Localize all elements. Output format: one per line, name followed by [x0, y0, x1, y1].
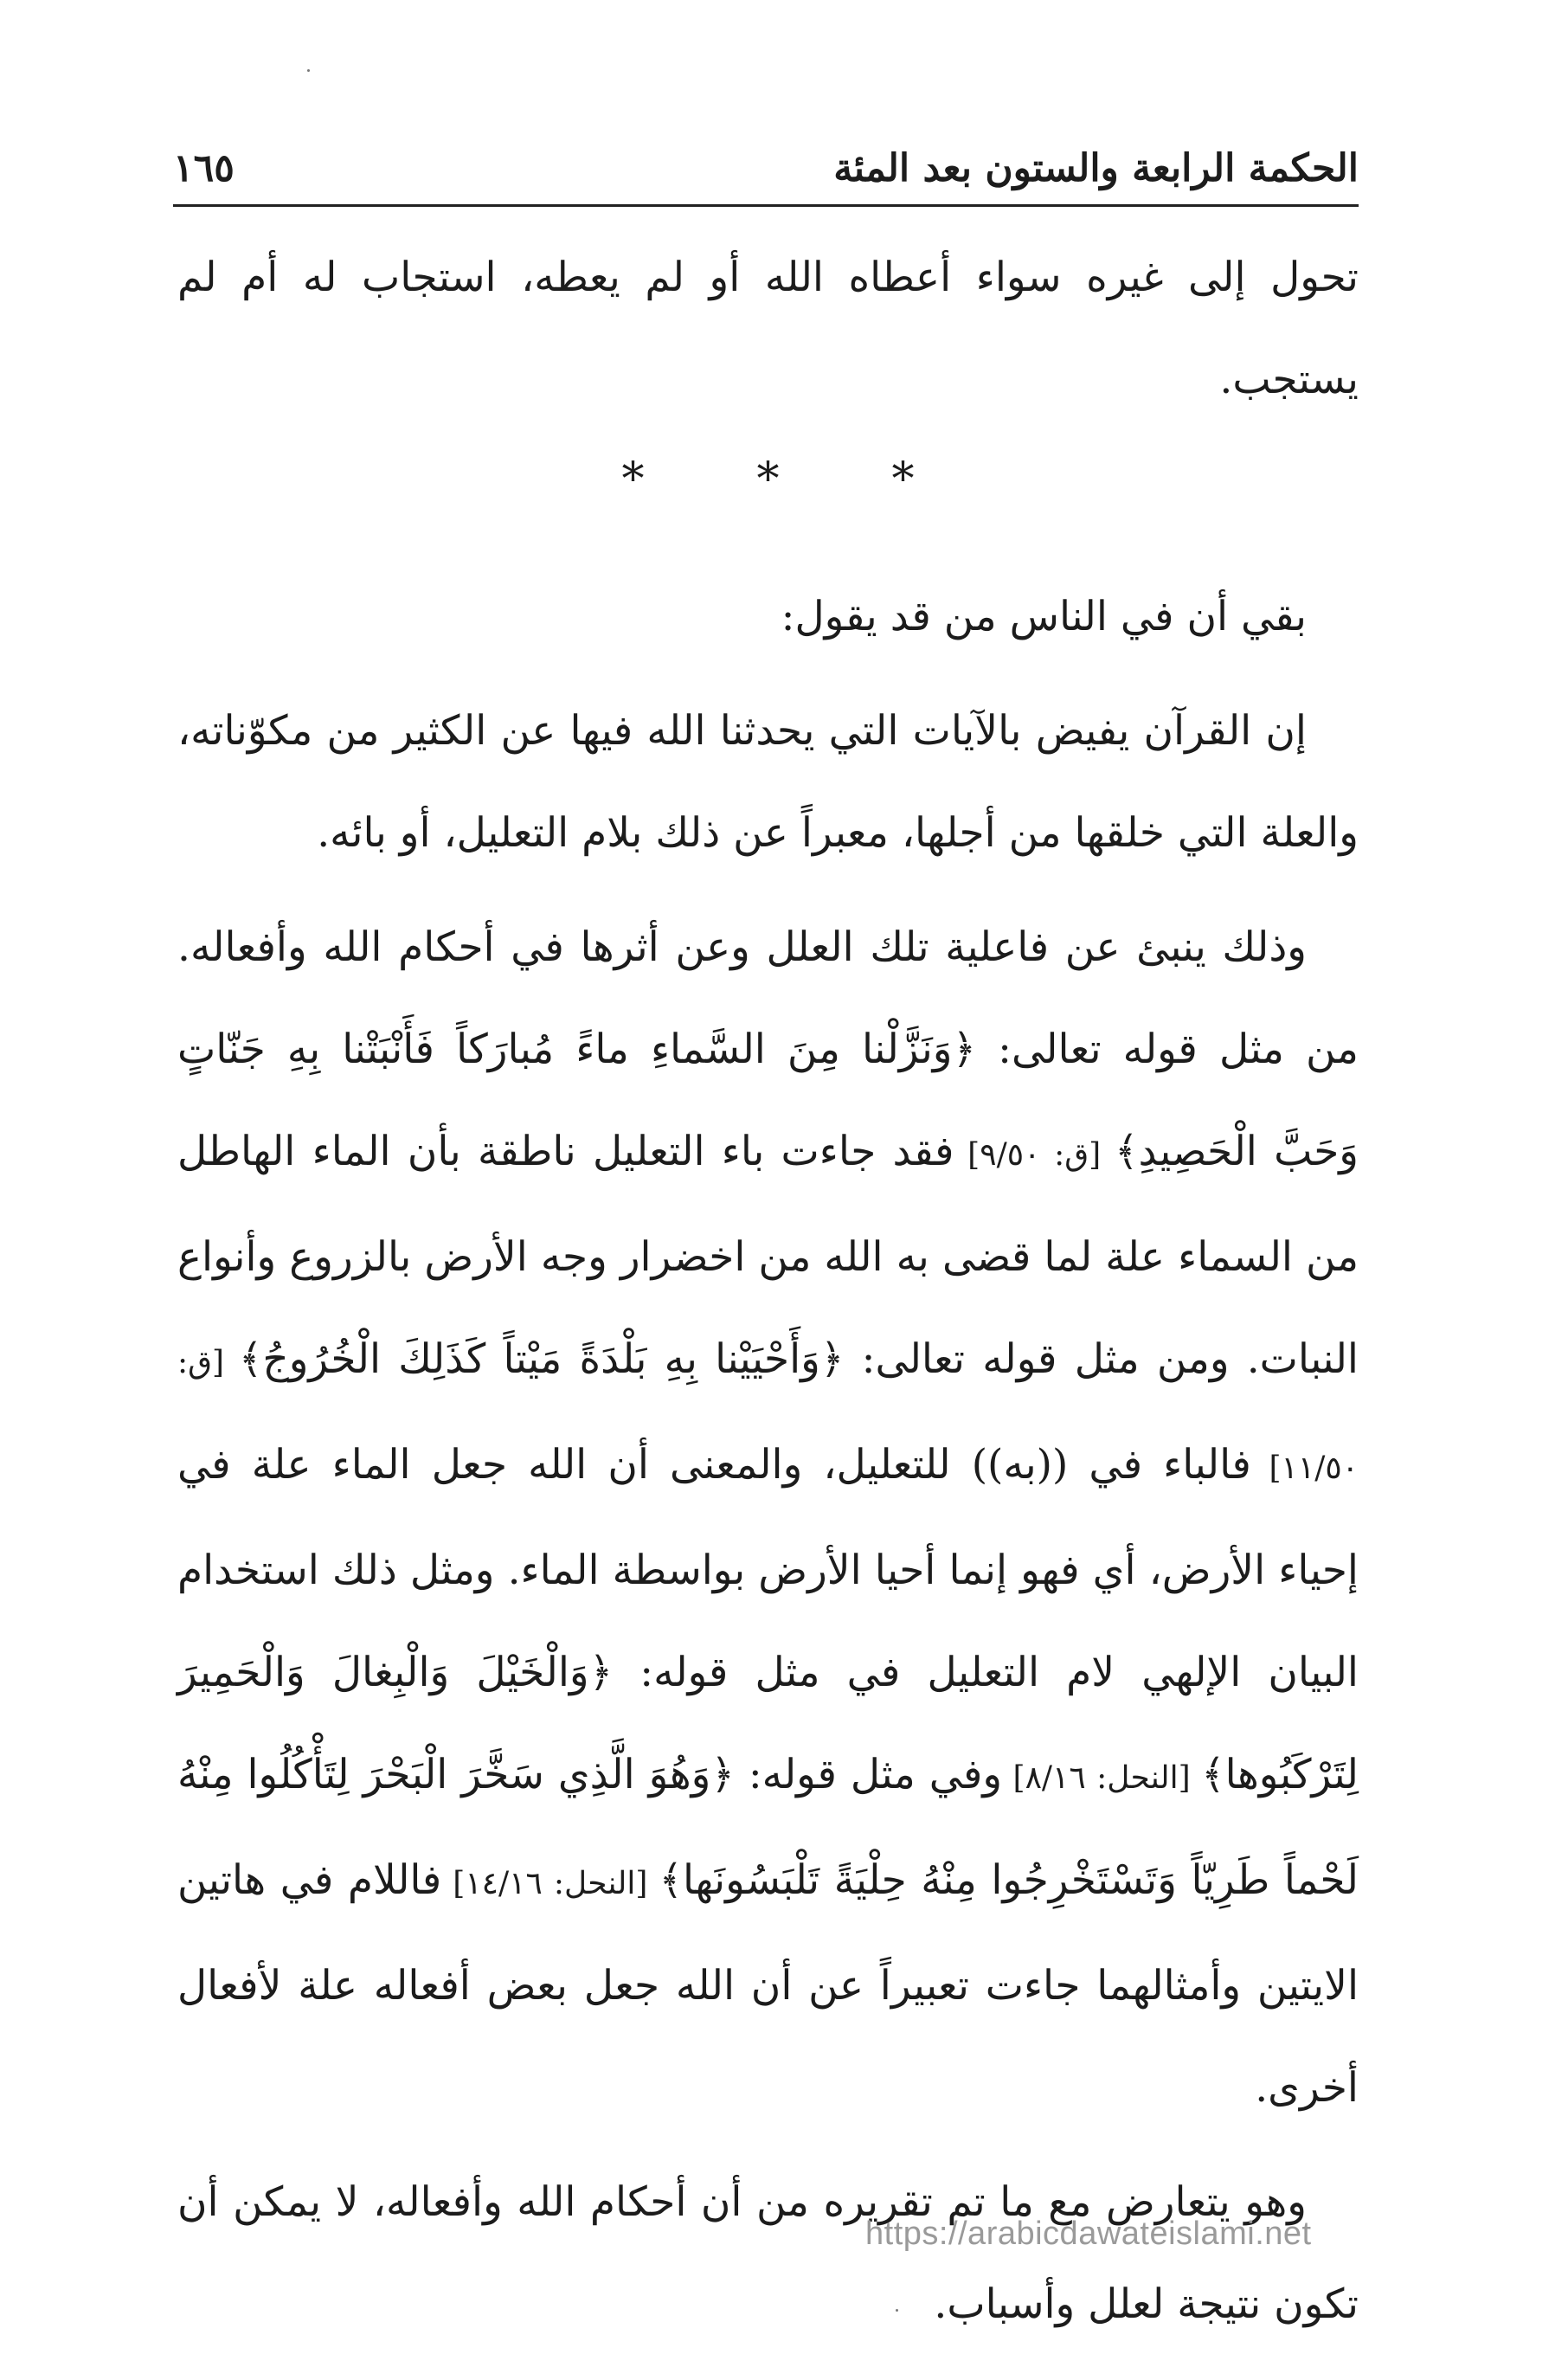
quran-verse: ﴿وَالْخَيْلَ وَالْبِغالَ وَالْحَمِيرَ لِتَرْكَبُوها﴾ — [177, 1649, 1359, 1798]
paragraph-conclusion: وهو يتعارض مع ما تم تقريره من أن أحكام الله وأفعاله، لا يمكن أن تكون نتيجة لعلل وأسباب. — [177, 2178, 1359, 2328]
verse-reference: [ق: ٩/٥٠] — [954, 1137, 1115, 1173]
running-header — [173, 138, 1359, 199]
verse-reference: [ق: ١١/٥٠] — [177, 1345, 1359, 1486]
paragraph-continuation: تحول إلى غيره سواء أعطاه الله أو لم يعطه، استجاب له أم لم يستجب. — [177, 254, 1359, 403]
page-number: ١٦٥ — [173, 146, 235, 190]
watermark-url: https://arabicdawateislami.net — [865, 2216, 1312, 2252]
header-divider — [173, 204, 1359, 207]
quran-verse: ﴿وَهُوَ الَّذِي سَخَّرَ الْبَحْرَ لِتَأْكُلُوا مِنْهُ لَحْماً طَرِيّاً وَتَسْتَخْرِجُوا مِنْهُ حِلْيَةً تَلْبَسُونَها﴾ — [177, 1751, 1359, 1904]
quran-verse: ﴿وَأَحْيَيْنا بِهِ بَلْدَةً مَيْتاً كَذَلِكَ الْخُرُوجُ﴾ — [238, 1335, 845, 1383]
asterisk-ornament: * — [621, 453, 645, 505]
quran-verse: ﴿وَنَزَّلْنا مِنَ السَّماءِ ماءً مُبارَكاً فَأَنْبَتْنا بِهِ جَنّاتٍ وَحَبَّ الْحَصِيدِ﴾ — [177, 1026, 1359, 1175]
text-segment: وفي مثل قوله: — [734, 1751, 1003, 1798]
asterisk-ornament: * — [756, 453, 780, 505]
paragraph-objection: إن القرآن يفيض بالآيات التي يحدثنا الله فيها عن الكثير من مكوّناته، والعلة التي خلقها من أجلها، معبراً عن ذلك بلام التعليل، أو بائه. — [177, 707, 1359, 857]
body-text — [177, 227, 1359, 2356]
scan-speck — [896, 2309, 898, 2312]
text-segment: فالباء في ((به)) للتعليل، والمعنى أن الله جعل الماء علة في إحياء الأرض، أي فهو إنما أحيا الأرض بواسطة الماء. ومثل ذلك استخدام البيان الإلهي لام التعليل في مثل قوله: — [177, 1441, 1359, 1696]
text-segment: وذلك ينبئ عن فاعلية تلك العلل وعن أثرها في أحكام الله وأفعاله. من مثل قوله تعالى: — [177, 923, 1359, 1073]
scan-speck — [307, 69, 310, 72]
verse-reference: [النحل: ١٤/١٦] — [441, 1866, 659, 1901]
asterisk-ornament: * — [891, 453, 915, 505]
text-segment: فاللام في هاتين الايتين وأمثالهما جاءت تعبيراً عن أن الله جعل بعض أفعاله علة لأفعال أخرى. — [177, 1856, 1359, 2112]
paragraph-objection-intro: بقي أن في الناس من قد يقول: — [781, 593, 1307, 640]
verse-reference: [النحل: ٨/١٦] — [1002, 1760, 1202, 1796]
paragraph-examples — [177, 897, 1359, 2139]
section-separator — [177, 436, 1359, 523]
chapter-title: الحكمة الرابعة والستون بعد المئة — [833, 146, 1359, 190]
text-segment: فقد جاءت باء التعليل ناطقة بأن الماء الهاطل من السماء علة لما قضى به الله من اخضرار وجه الأرض بالزروع وأنواع النبات. ومن مثل قوله تعالى: — [177, 1128, 1359, 1383]
